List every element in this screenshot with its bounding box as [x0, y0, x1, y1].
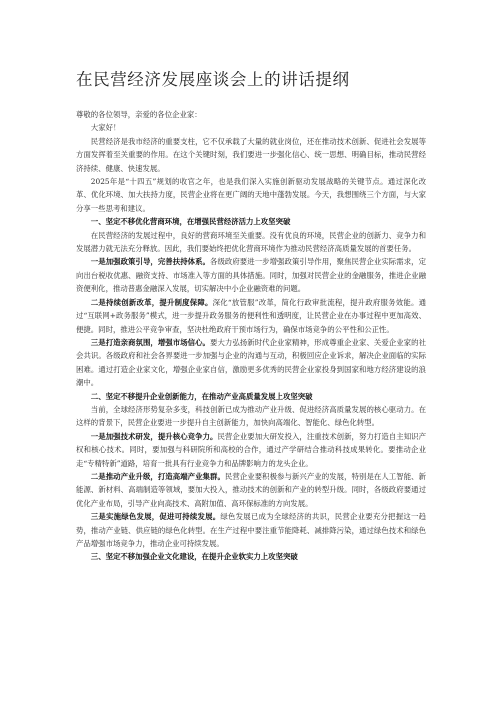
greeting: 大家好！	[90, 123, 121, 133]
paragraph: 三是打造亲商氛围，增强市场信心。要大力弘扬新时代企业家精神，形成尊重企业家、关爱企业家的社会共识。各级政府和社会各界要进一步加强与企业的沟通与互动，积极回应企业诉求，解决企业面临的实际困难。通过打造企业家文化，增强企业家自信，激励更多优秀的民营企业家投身到国家和地方经济建设的浪潮中。	[76, 337, 426, 388]
paragraph: 二是推动产业升级，打造高端产业集群。民营企业要积极参与新兴产业的发展，特别是在人工智能、新能源、新材料、高端制造等领域，要加大投入，推动技术的创新和产业的转型升级。同时，各级政府要通过优化产业布局，引导产业向高技术、高附加值、高环保标准的方向发展。	[76, 471, 426, 508]
paragraph-lead: 一是加强技术研发，提升核心竞争力。	[90, 431, 218, 441]
document-body	[76, 108, 426, 564]
paragraph: 一是加强技术研发，提升核心竞争力。民营企业要加大研发投入，注重技术创新，努力打造自主知识产权和核心技术。同时，要加强与科研院所和高校的合作，通过产学研结合推动科技成果转化。要推动企业走“专精特新”道路，培育一批具有行业竞争力和品牌影响力的龙头企业。	[76, 431, 426, 468]
salutation: 尊敬的各位领导，亲爱的各位企业家：	[76, 110, 202, 119]
paragraph: 三是实施绿色发展，促进可持续发展。绿色发展已成为全球经济的共识，民营企业要充分把握这一趋势，推动产业链、供应链的绿色化转型。在生产过程中要注重节能降耗、减排降污染，通过绿色技术和绿色产品增强市场竞争力，推动企业可持续发展。	[76, 512, 426, 548]
paragraph-lead: 三是实施绿色发展，促进可持续发展。	[90, 512, 221, 522]
paragraph: 一是加强政策引导，完善扶持体系。各级政府要进一步增强政策引导作用，聚焦民营企业实际需求，定向出台税收优惠、融资支持、市场准入等方面的具体措施。同时，加强对民营企业的金融服务，推进企业融资便利化，推动普惠金融深入发展，切实解决中小企业融资难的问题。	[76, 257, 426, 294]
paragraph: 当前，全球经济形势复杂多变，科技创新已成为推动产业升级、促进经济高质量发展的核心驱动力。在这样的背景下，民营企业要进一步提升自主创新能力，加快向高端化、智能化、绿色化转型。	[76, 404, 426, 428]
paragraph: 民营经济是我市经济的重要支柱，它不仅承载了大量的就业岗位，还在推动技术创新、促进社会发展等方面发挥着至关重要的作用。在这个关键时刻，我们要进一步强化信心、统一思想、明确目标，推动民营经济持续、健康、快速发展。	[76, 136, 426, 173]
paragraph: 2025年是“十四五”规划的收官之年，也是我们深入实施创新驱动发展战略的关键节点。通过深化改革、优化环境、加大扶持力度，民营企业将在更广阔的天地中蓬勃发展。今天，我想围绕三个方面，与大家分享一些思考和建议。	[76, 177, 426, 213]
paragraph: 在民营经济的发展过程中，良好的营商环境至关重要。没有优良的环境，民营企业的创新力、竞争力和发展潜力就无法充分释放。因此，我们要始终把优化营商环境作为推动民营经济高质量发展的首要任务。	[76, 230, 426, 254]
paragraph-lead: 三是打造亲商氛围，增强市场信心。	[90, 337, 210, 347]
paragraph-lead: 二是持续创新改革，提升制度保障。	[90, 297, 213, 307]
section-heading: 三、坚定不移加强企业文化建设，在提升企业软实力上攻坚突破	[90, 552, 298, 562]
section-heading: 二、坚定不移提升企业创新能力，在推动产业高质量发展上攻坚突破	[90, 391, 313, 401]
paragraph-lead: 一是加强政策引导，完善扶持体系。	[90, 257, 210, 267]
section-heading: 一、坚定不移优化营商环境，在增强民营经济活力上攻坚突破	[90, 217, 291, 227]
paragraph: 二是持续创新改革，提升制度保障。深化“放管服”改革，简化行政审批流程，提升政府服务效能。通过“互联网+政务服务”模式，进一步提升政务服务的便利性和透明度，让民营企业在办事过程中更加高效、便捷。同时，推进公平竞争审查，坚决杜绝政府干预市场行为，确保市场竞争的公平性和公正性。	[76, 297, 426, 334]
document-title: 在民营经济发展座谈会上的讲话提纲	[76, 70, 350, 89]
paragraph-lead: 二是推动产业升级，打造高端产业集群。	[90, 471, 225, 481]
